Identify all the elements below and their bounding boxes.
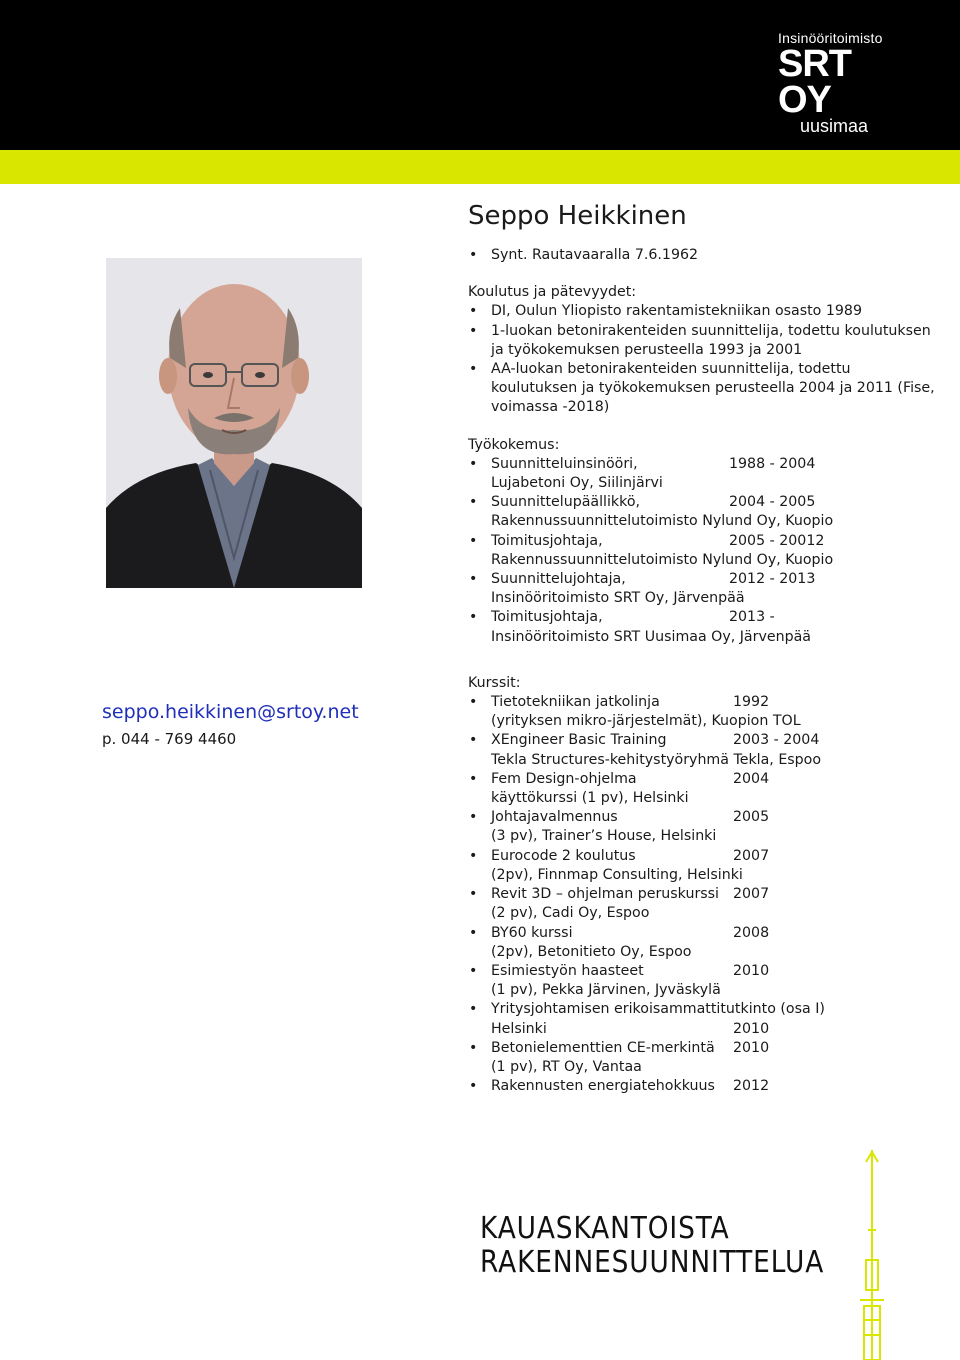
course-item: [468, 808, 938, 846]
portrait-photo: [106, 258, 362, 588]
experience-company: Rakennussuunnittelutoimisto Nylund Oy, Kuopio: [491, 513, 834, 530]
experience-years: 2004 - 2005: [729, 494, 816, 511]
person-name: Seppo Heikkinen: [468, 201, 687, 231]
course-item: [468, 693, 938, 731]
experience-list: [468, 455, 938, 647]
course-name: • Betonielementtien CE-merkintä: [491, 1039, 715, 1056]
education-item: • DI, Oulun Yliopisto rakentamistekniikan osasto 1989: [468, 302, 938, 321]
course-item: [468, 1000, 938, 1038]
course-detail: Tekla Structures-kehitystyöryhmä Tekla, Espoo: [491, 751, 822, 768]
course-item: [468, 1039, 938, 1077]
logo-line2: SRT OY: [778, 43, 851, 121]
tower-icon: [842, 1150, 902, 1360]
experience-item: [468, 455, 938, 493]
course-item: [468, 924, 938, 962]
course-item: [468, 1077, 938, 1096]
company-logo: [778, 30, 898, 134]
course-item: [468, 731, 938, 769]
experience-company: Insinööritoimisto SRT Uusimaa Oy, Järvenpää: [491, 628, 811, 645]
experience-item: [468, 493, 938, 531]
logo-line3: uusimaa: [800, 116, 869, 136]
course-year: 2003 - 2004: [733, 732, 820, 749]
experience-item: [468, 532, 938, 570]
phone-number: p. 044 - 769 4460: [102, 730, 237, 748]
slogan-line2: RAKENNESUUNNITTELUA: [480, 1245, 825, 1280]
education-list: [468, 302, 938, 417]
email-link[interactable]: seppo.heikkinen@srtoy.net: [102, 701, 359, 723]
course-item: [468, 770, 938, 808]
header-bar: [0, 0, 960, 150]
logo-line1: Insinööritoimisto: [778, 30, 883, 46]
course-year: 2008: [733, 924, 770, 941]
experience-company: Insinööritoimisto SRT Oy, Järvenpää: [491, 590, 745, 607]
course-detail: (1 pv), RT Oy, Vantaa: [491, 1058, 642, 1075]
course-year: 2007: [733, 847, 770, 864]
experience-role: • Toimitusjohtaja,: [491, 532, 603, 549]
course-item: [468, 962, 938, 1000]
cv-content: [468, 198, 938, 1096]
course-year: 1992: [733, 694, 770, 711]
course-detail: (2 pv), Cadi Oy, Espoo: [491, 905, 650, 922]
course-name: • XEngineer Basic Training: [491, 732, 667, 749]
experience-item: [468, 570, 938, 608]
experience-role: • Suunnitteluinsinööri,: [491, 455, 638, 472]
experience-role: • Suunnittelupäällikkö,: [491, 494, 641, 511]
course-detail: Helsinki: [491, 1020, 547, 1037]
birth-list: [468, 246, 938, 265]
portrait-illustration: [106, 258, 362, 588]
course-year: 2010: [733, 1020, 770, 1037]
contact-info: [102, 700, 359, 748]
experience-item: [468, 608, 938, 646]
course-year: 2010: [733, 1039, 770, 1056]
course-year: 2005: [733, 809, 770, 826]
education-item: • AA-luokan betonirakenteiden suunnittelija, todettu koulutuksen ja työkokemuksen perusteella 2004 ja 2011 (Fise, voimassa -2018): [468, 360, 938, 418]
course-item: [468, 885, 938, 923]
slogan: [480, 1212, 824, 1280]
birth-info: • Synt. Rautavaaralla 7.6.1962: [468, 246, 938, 265]
course-name: • Rakennusten energiatehokkuus: [491, 1078, 715, 1095]
course-name: • Eurocode 2 koulutus: [491, 847, 636, 864]
course-item: [468, 847, 938, 885]
experience-title: Työkokemus:: [468, 436, 560, 453]
course-name: • Fem Design-ohjelma: [491, 770, 637, 787]
slogan-line1: KAUASKANTOISTA: [480, 1211, 730, 1246]
education-title: Koulutus ja pätevyydet:: [468, 284, 637, 301]
course-year: 2007: [733, 886, 770, 903]
course-year: 2010: [733, 962, 770, 979]
course-detail: käyttökurssi (1 pv), Helsinki: [491, 790, 689, 807]
course-detail: (1 pv), Pekka Järvinen, Jyväskylä: [491, 982, 721, 999]
course-name: • Johtajavalmennus: [491, 809, 618, 826]
course-detail: (2pv), Finnmap Consulting, Helsinki: [491, 866, 743, 883]
course-name: • BY60 kurssi: [491, 924, 573, 941]
experience-years: 2005 - 20012: [729, 532, 825, 549]
courses-list: [468, 693, 938, 1096]
course-name: • Yritysjohtamisen erikoisammattitutkinto (osa I): [491, 1001, 825, 1018]
experience-years: 2013 -: [729, 609, 775, 626]
course-detail: (3 pv), Trainer’s House, Helsinki: [491, 828, 717, 845]
education-item: • 1-luokan betonirakenteiden suunnittelija, todettu koulutuksen ja työkokemuksen perusteella 1993 ja 2001: [468, 322, 938, 360]
experience-company: Lujabetoni Oy, Siilinjärvi: [491, 475, 663, 492]
courses-title: Kurssit:: [468, 674, 521, 691]
experience-role: • Toimitusjohtaja,: [491, 609, 603, 626]
course-name: • Esimiestyön haasteet: [491, 962, 644, 979]
accent-band: [0, 150, 960, 184]
experience-years: 1988 - 2004: [729, 455, 816, 472]
course-year: 2012: [733, 1078, 770, 1095]
course-name: • Tietotekniikan jatkolinja: [491, 694, 660, 711]
course-year: 2004: [733, 770, 770, 787]
course-detail: (2pv), Betonitieto Oy, Espoo: [491, 943, 692, 960]
experience-role: • Suunnittelujohtaja,: [491, 571, 626, 588]
experience-company: Rakennussuunnittelutoimisto Nylund Oy, Kuopio: [491, 551, 834, 568]
course-name: • Revit 3D – ohjelman peruskurssi: [491, 886, 720, 903]
course-detail: (yrityksen mikro-järjestelmät), Kuopion TOL: [491, 713, 801, 730]
experience-years: 2012 - 2013: [729, 571, 816, 588]
